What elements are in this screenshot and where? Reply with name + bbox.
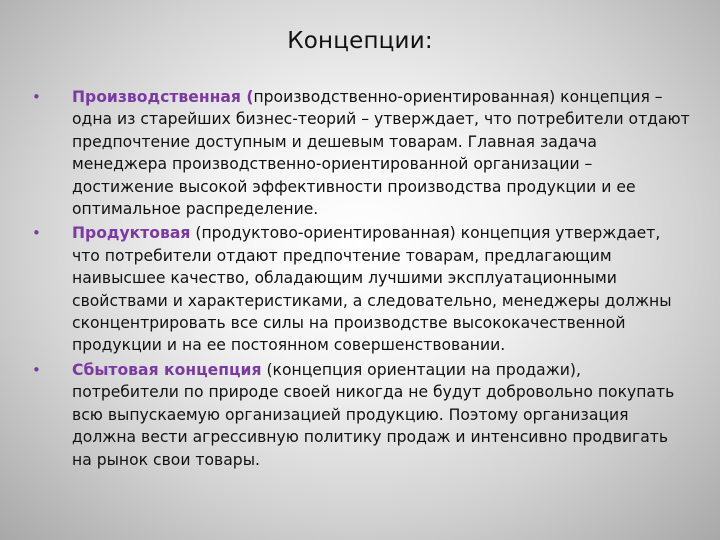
bullet-text-product: (продуктово-ориентированная) концепция утверждает, что потребители отдают предпочтение товарам, предлагающим наивысшее качество, обладающим лучшими эксплуатационными свойствами и характеристиками, а следовательно, менеджеры должны сконцентрировать все силы на производстве высококачественной продукции и на ее постоянном совершенствовании.	[72, 224, 672, 355]
bullet-sales-concept	[30, 359, 690, 471]
bullet-text-sales: (концепция ориентации на продажи), потребители по природе своей никогда не будут добровольно покупать всю выпускаемую организацией продукцию. Поэтому организация должна вести агрессивную политику продаж и интенсивно продвигать на рынок свои товары.	[72, 360, 675, 469]
slide-title: Концепции:	[287, 28, 433, 54]
term-product: Продуктовая	[72, 224, 191, 243]
bullet-product-concept	[30, 222, 690, 356]
bullet-dot-icon: •	[32, 224, 41, 243]
bullet-text-production: производственно-ориентированная) концепция – одна из старейших бизнес-теорий – утверждает, что потребители отдают предпочтение доступным и дешевым товарам. Главная задача менеджера производственно-ориентированной организации – достижение высокой эффективности производства продукции и ее оптимальное распределение.	[72, 88, 690, 219]
bullet-list	[30, 86, 690, 473]
bullet-dot-icon: •	[32, 360, 41, 379]
bullet-dot-icon: •	[32, 88, 41, 106]
term-production: Производственная (	[72, 88, 254, 106]
term-sales: Сбытовая концепция	[72, 360, 262, 379]
bullet-production-concept	[30, 86, 690, 220]
